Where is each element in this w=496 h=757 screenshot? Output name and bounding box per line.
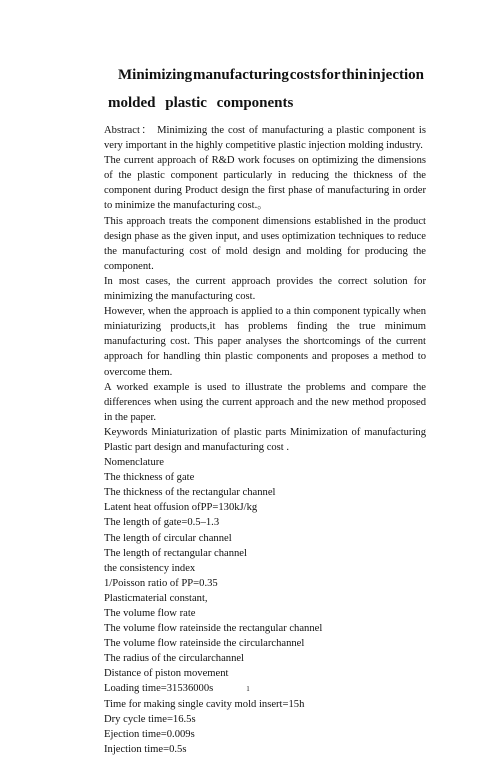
title-word: manufacturing	[193, 67, 289, 83]
document-body	[104, 123, 426, 757]
nomenclature-item: The radius of the circularchannel	[104, 653, 245, 665]
title-word: Minimizing	[118, 67, 193, 83]
nomenclature-item: The volume flow rate	[104, 608, 196, 619]
nomenclature-item: Injection time=0.5s	[104, 743, 187, 755]
nomenclature-item: The thickness of gate	[104, 472, 195, 484]
title-word: injection	[368, 67, 424, 83]
nomenclature-item: Ejection time=0.009s	[104, 728, 195, 740]
nomenclature-item: Distance of piston movement	[104, 668, 229, 680]
nomenclature-item: The volume flow rateinside the rectangular channel	[104, 623, 323, 635]
body-paragraph: The current approach of R&D work focuses on optimizing the dimensions of the plastic component particularly in reducing the thickness of the component during Product design the first phase of manufacturing in order to minimize the manufacturing cost.。	[104, 155, 426, 212]
nomenclature-item: Latent heat offusion ofPP=130kJ/kg	[104, 502, 258, 514]
body-paragraph: However, when the approach is applied to a thin component typically when miniaturizing products,it has problems finding the true minimum manufacturing cost. This paper analyses the shortcomings of the current approach for handling thin plastic components and proposes a method to overcome them.	[104, 306, 426, 378]
nomenclature-item: Plasticmaterial constant,	[104, 592, 208, 604]
title-word: for	[321, 67, 341, 83]
nomenclature-item: Dry cycle time=16.5s	[104, 713, 196, 725]
nomenclature-heading: Nomenclature	[104, 457, 165, 469]
nomenclature-item: The length of circular channel	[104, 532, 232, 544]
nomenclature-item: 1/Poisson ratio of PP=0.35	[104, 577, 218, 589]
nomenclature-item: The length of rectangular channel	[104, 547, 247, 559]
title-line-1	[118, 66, 424, 84]
nomenclature-item: Loading time=31536000s	[104, 683, 214, 695]
title-line-2: molded plastic components	[108, 95, 294, 111]
title-word: thin	[341, 67, 368, 83]
nomenclature-item: The thickness of the rectangular channel	[104, 487, 276, 499]
abstract-paragraph: Abstract： Minimizing the cost of manufacturing a plastic component is very important in the highly competitive plastic injection molding industry.	[104, 125, 426, 152]
nomenclature-item: The length of gate=0.5–1.3	[104, 517, 220, 529]
body-paragraph: In most cases, the current approach provides the correct solution for minimizing the manufacturing cost.	[104, 275, 426, 303]
keywords-paragraph: Keywords Miniaturization of plastic parts Minimization of manufacturing Plastic part design and manufacturing cost .	[104, 426, 426, 453]
nomenclature-item: Time for making single cavity mold insert=15h	[104, 698, 305, 710]
body-paragraph: This approach treats the component dimensions established in the product design phase as the given input, and uses optimization techniques to reduce the manufacturing cost of mold design and molding for producing the component.	[104, 215, 426, 272]
title-word: costs	[289, 67, 321, 83]
nomenclature-item: the consistency index	[104, 562, 196, 574]
nomenclature-item: The volume flow rateinside the circularchannel	[104, 638, 305, 650]
page-number: 1	[246, 685, 250, 693]
body-paragraph: A worked example is used to illustrate the problems and compare the differences when using the current approach and the new method proposed in the paper.	[104, 381, 426, 423]
